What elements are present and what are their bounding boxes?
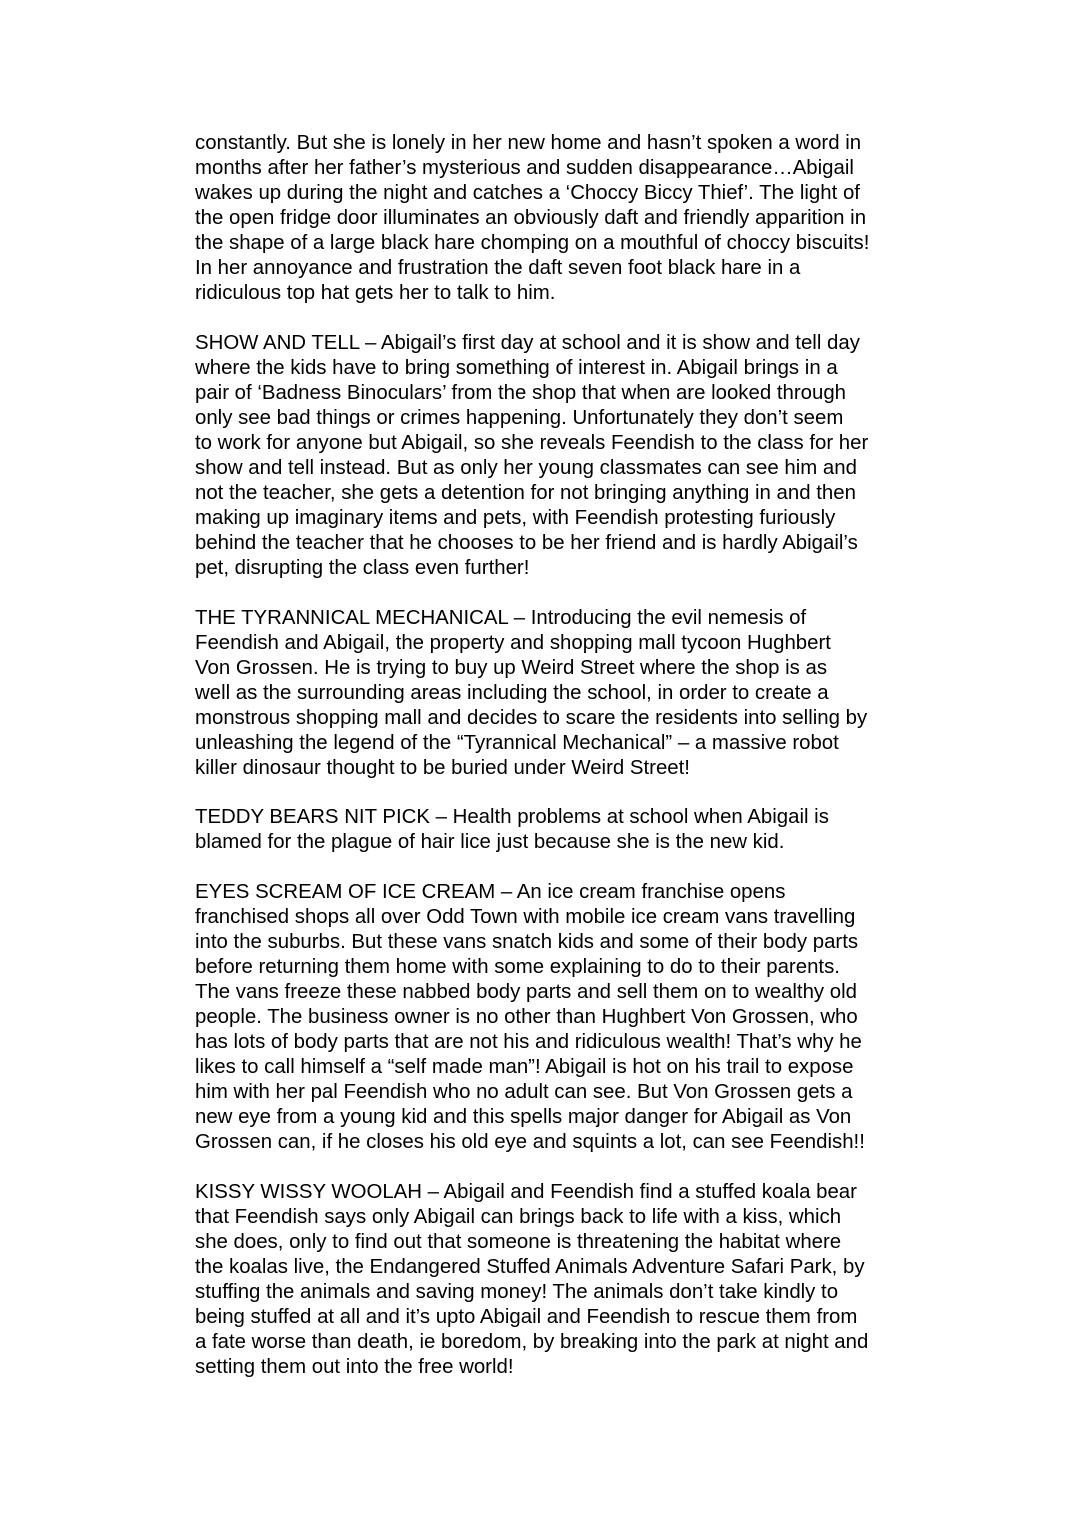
paragraph-kissy-wissy-woolah: KISSY WISSY WOOLAH – Abigail and Feendish find a stuffed koala bear that Feendish says only Abigail can brings back to life with a kiss, which she does, only to find out that someone is threatening the habitat where the koalas live, the Endangered Stuffed Animals Adventure Safari Park, by stuffing the animals and saving money! The animals don’t take kindly to being stuffed at all and it’s upto Abigail and Feendish to rescue them from a fate worse than death, ie boredom, by breaking into the park at night and setting them out into the free world! <box>195 1180 869 1378</box>
paragraph-show-and-tell: SHOW AND TELL – Abigail’s first day at school and it is show and tell day where the kids have to bring something of interest in. Abigail brings in a pair of ‘Badness Binoculars’ from the shop that when are looked through only see bad things or crimes happening. Unfortunately they don’t seem to work for anyone but Abigail, so she reveals Feendish to the class for her show and tell instead. But as only her young classmates can see him and not the teacher, she gets a detention for not bringing anything in and then making up imaginary items and pets, with Feendish protesting furiously behind the teacher that he chooses to be her friend and is hardly Abigail’s pet, disrupting the class even further! <box>195 331 869 579</box>
paragraph-tyrannical-mechanical: THE TYRANNICAL MECHANICAL – Introducing the evil nemesis of Feendish and Abigail, the property and shopping mall tycoon Hughbert Von Grossen. He is trying to buy up Weird Street where the shop is as well as the surrounding areas including the school, in order to create a monstrous shopping mall and decides to scare the residents into selling by unleashing the legend of the “Tyrannical Mechanical” – a massive robot killer dinosaur thought to be buried under Weird Street! <box>195 606 868 779</box>
paragraph-intro-continuation: constantly. But she is lonely in her new home and hasn’t spoken a word in months after her father’s mysterious and sudden disappearance…Abigail wakes up during the night and catches a ‘Choccy Biccy Thief’. The light of the open fridge door illuminates an obviously daft and friendly apparition in the shape of a large black hare chomping on a mouthful of choccy biscuits! In her annoyance and frustration the daft seven foot black hare in a ridiculous top hat gets her to talk to him. <box>195 132 870 304</box>
paragraph-eyes-scream-of-ice-cream: EYES SCREAM OF ICE CREAM – An ice cream franchise opens franchised shops all over Odd Town with mobile ice cream vans travelling into the suburbs. But these vans snatch kids and some of their body parts before returning them home with some explaining to do to their parents. The vans freeze these nabbed body parts and sell them on to wealthy old people. The business owner is no other than Hughbert Von Grossen, who has lots of body parts that are not his and ridiculous wealth! That’s why he likes to call himself a “self made man”! Abigail is hot on his trail to expose him with her pal Feendish who no adult can see. But Von Grossen gets a new eye from a young kid and this spells major danger for Abigail as Von Grossen can, if he closes his old eye and squints a lot, can see Feendish!! <box>195 881 865 1154</box>
document-page <box>195 131 925 1405</box>
paragraph-teddy-bears-nit-pick: TEDDY BEARS NIT PICK – Health problems at school when Abigail is blamed for the plague of hair lice just because she is the new kid. <box>195 806 829 854</box>
